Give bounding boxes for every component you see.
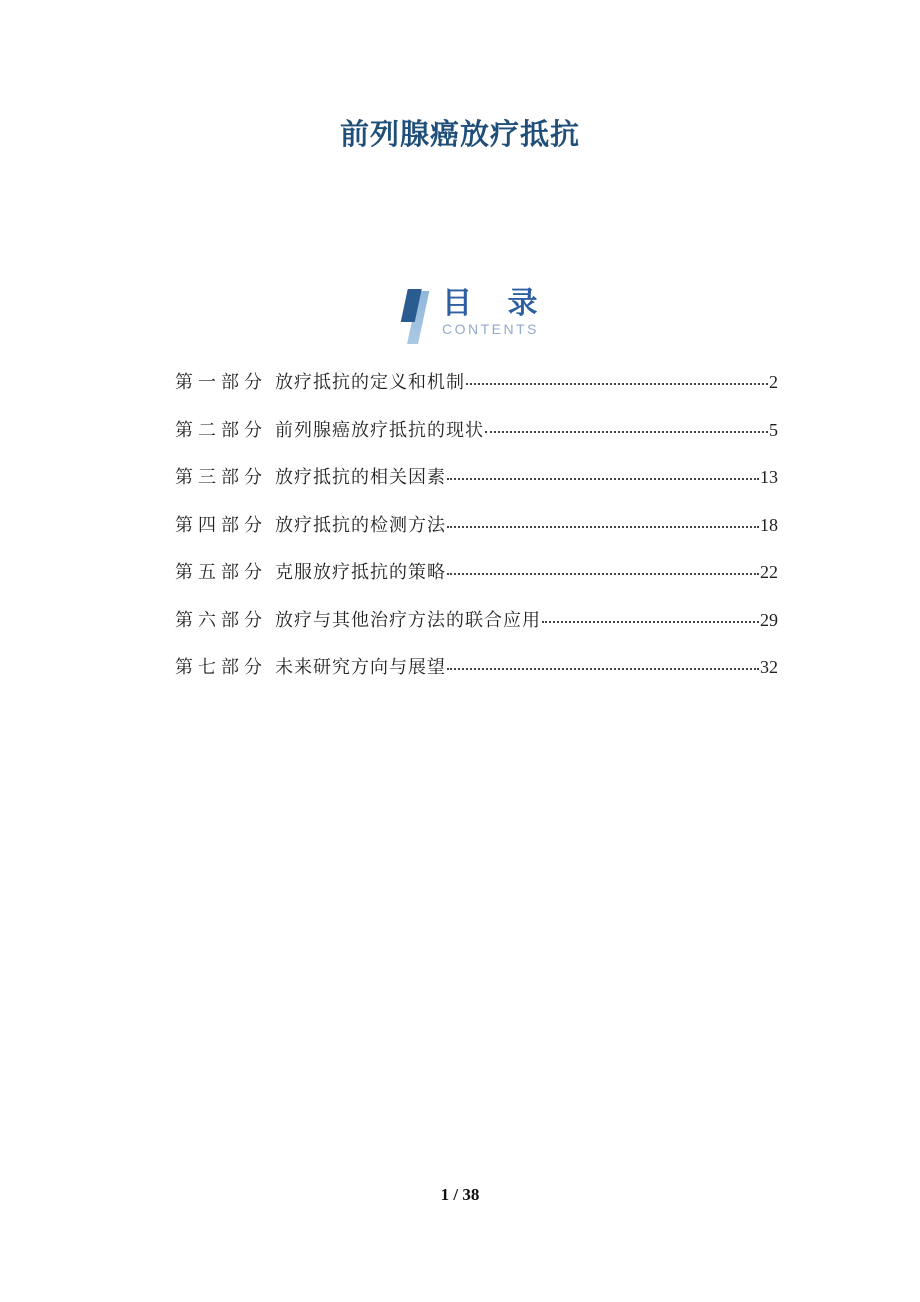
toc-entry-label: 第一部分 bbox=[175, 372, 267, 392]
toc-entry-page-number: 32 bbox=[760, 657, 778, 677]
page-number: 1 / 38 bbox=[440, 1185, 480, 1204]
toc-entry bbox=[175, 368, 778, 392]
toc-logo-icon bbox=[394, 288, 436, 344]
toc-entry-title: 克服放疗抵抗的策略 bbox=[275, 562, 446, 582]
toc-entry-label: 第三部分 bbox=[175, 467, 267, 487]
toc-dot-leader bbox=[447, 668, 759, 670]
toc-entry bbox=[175, 511, 778, 535]
toc-dot-leader bbox=[485, 431, 768, 433]
toc-dot-leader bbox=[466, 383, 768, 385]
toc-entry-title: 放疗抵抗的相关因素 bbox=[275, 467, 446, 487]
toc-dot-leader bbox=[447, 573, 759, 575]
toc-entry-page-number: 13 bbox=[760, 467, 778, 487]
toc-entry bbox=[175, 558, 778, 582]
toc-heading-group bbox=[442, 288, 552, 337]
toc-subheading: CONTENTS bbox=[442, 321, 539, 337]
toc-entry-page-number: 5 bbox=[769, 419, 778, 440]
toc-entry-label: 第二部分 bbox=[175, 419, 267, 440]
toc-entry bbox=[175, 653, 778, 677]
toc-entry-label: 第六部分 bbox=[175, 609, 267, 630]
toc-entry-title: 放疗与其他治疗方法的联合应用 bbox=[275, 609, 541, 630]
toc-entry-title: 放疗抵抗的检测方法 bbox=[275, 514, 446, 535]
toc-entry-label: 第四部分 bbox=[175, 514, 267, 535]
toc-entry-page-number: 22 bbox=[760, 562, 778, 582]
toc-dot-leader bbox=[447, 478, 759, 480]
toc-entry-label: 第五部分 bbox=[175, 562, 267, 582]
toc-heading: 目 录 bbox=[442, 287, 552, 320]
toc-entry bbox=[175, 463, 778, 487]
document-title: 前列腺癌放疗抵抗 bbox=[339, 119, 580, 151]
toc-entry-page-number: 2 bbox=[769, 372, 778, 392]
toc-list bbox=[175, 368, 778, 701]
toc-entry bbox=[175, 606, 778, 630]
toc-entry-title: 未来研究方向与展望 bbox=[275, 657, 446, 677]
toc-entry-title: 放疗抵抗的定义和机制 bbox=[275, 372, 465, 392]
toc-entry-page-number: 29 bbox=[760, 609, 778, 630]
toc-entry-title: 前列腺癌放疗抵抗的现状 bbox=[275, 419, 484, 440]
toc-entry-label: 第七部分 bbox=[175, 657, 267, 677]
toc-entry-page-number: 18 bbox=[760, 514, 778, 535]
toc-header bbox=[400, 288, 552, 344]
toc-dot-leader bbox=[447, 526, 759, 528]
toc-entry bbox=[175, 416, 778, 440]
toc-dot-leader bbox=[542, 621, 759, 623]
